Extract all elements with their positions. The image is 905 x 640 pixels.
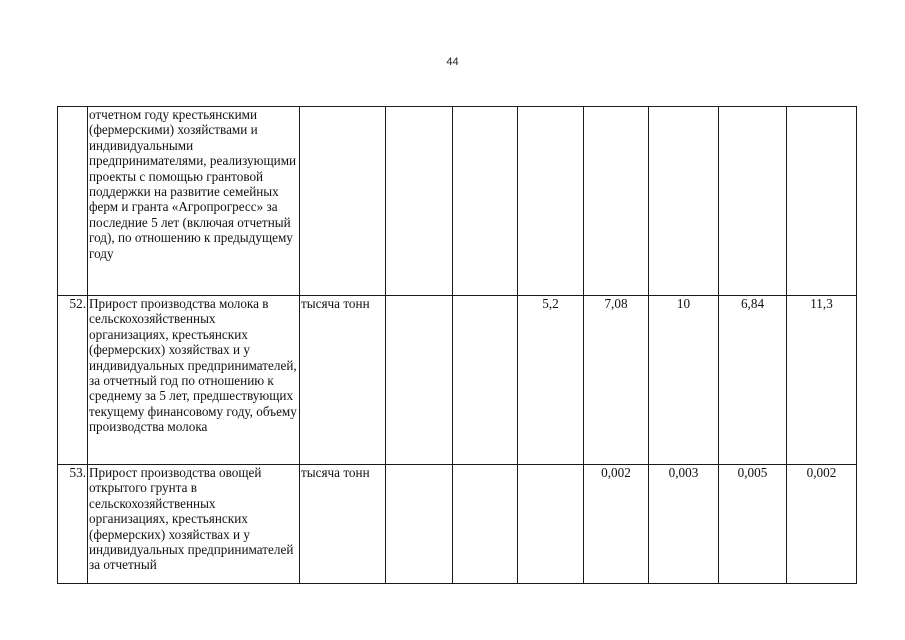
value-cell: 0,002: [787, 465, 857, 584]
table-row: [58, 296, 857, 465]
value-cell: [649, 107, 719, 296]
value-cell: [386, 465, 453, 584]
value-cell: [453, 107, 518, 296]
value-cell: [584, 107, 649, 296]
value-cell: [787, 107, 857, 296]
row-number: [58, 107, 88, 296]
indicators-table: [57, 106, 857, 584]
table-row: [58, 107, 857, 296]
value-cell: [518, 465, 584, 584]
value-cell: [386, 107, 453, 296]
value-cell: 6,84: [719, 296, 787, 465]
value-cell: 0,002: [584, 465, 649, 584]
row-number: 53.: [58, 465, 88, 584]
page-number: 44: [446, 56, 459, 68]
value-cell: [518, 107, 584, 296]
indicator-name: отчетном году крестьянскими (фермерскими) хозяйствами и индивидуальными предпринимателями, реализующими проекты с помощью грантовой поддержки на развитие семейных ферм и гранта «Агропрогресс» за последние 5 лет (включая отчетный год), по отношению к предыдущему году: [88, 107, 300, 296]
indicator-name: Прирост производства молока в сельскохозяйственных организациях, крестьянских (фермерских) хозяйствах и у индивидуальных предпринимателей, за отчетный год по отношению к среднему за 5 лет, предшествующих текущему финансовому году, объему производства молока: [88, 296, 300, 465]
unit-cell: тысяча тонн: [300, 296, 386, 465]
value-cell: 0,003: [649, 465, 719, 584]
value-cell: 5,2: [518, 296, 584, 465]
value-cell: 10: [649, 296, 719, 465]
value-cell: [453, 296, 518, 465]
value-cell: [453, 465, 518, 584]
unit-cell: тысяча тонн: [300, 465, 386, 584]
indicator-name: Прирост производства овощей открытого грунта в сельскохозяйственных организациях, крестьянских (фермерских) хозяйствах и у индивидуальных предпринимателей за отчетный: [88, 465, 300, 584]
value-cell: [719, 107, 787, 296]
table-row: [58, 465, 857, 584]
unit-cell: [300, 107, 386, 296]
value-cell: [386, 296, 453, 465]
value-cell: 0,005: [719, 465, 787, 584]
value-cell: 11,3: [787, 296, 857, 465]
row-number: 52.: [58, 296, 88, 465]
value-cell: 7,08: [584, 296, 649, 465]
